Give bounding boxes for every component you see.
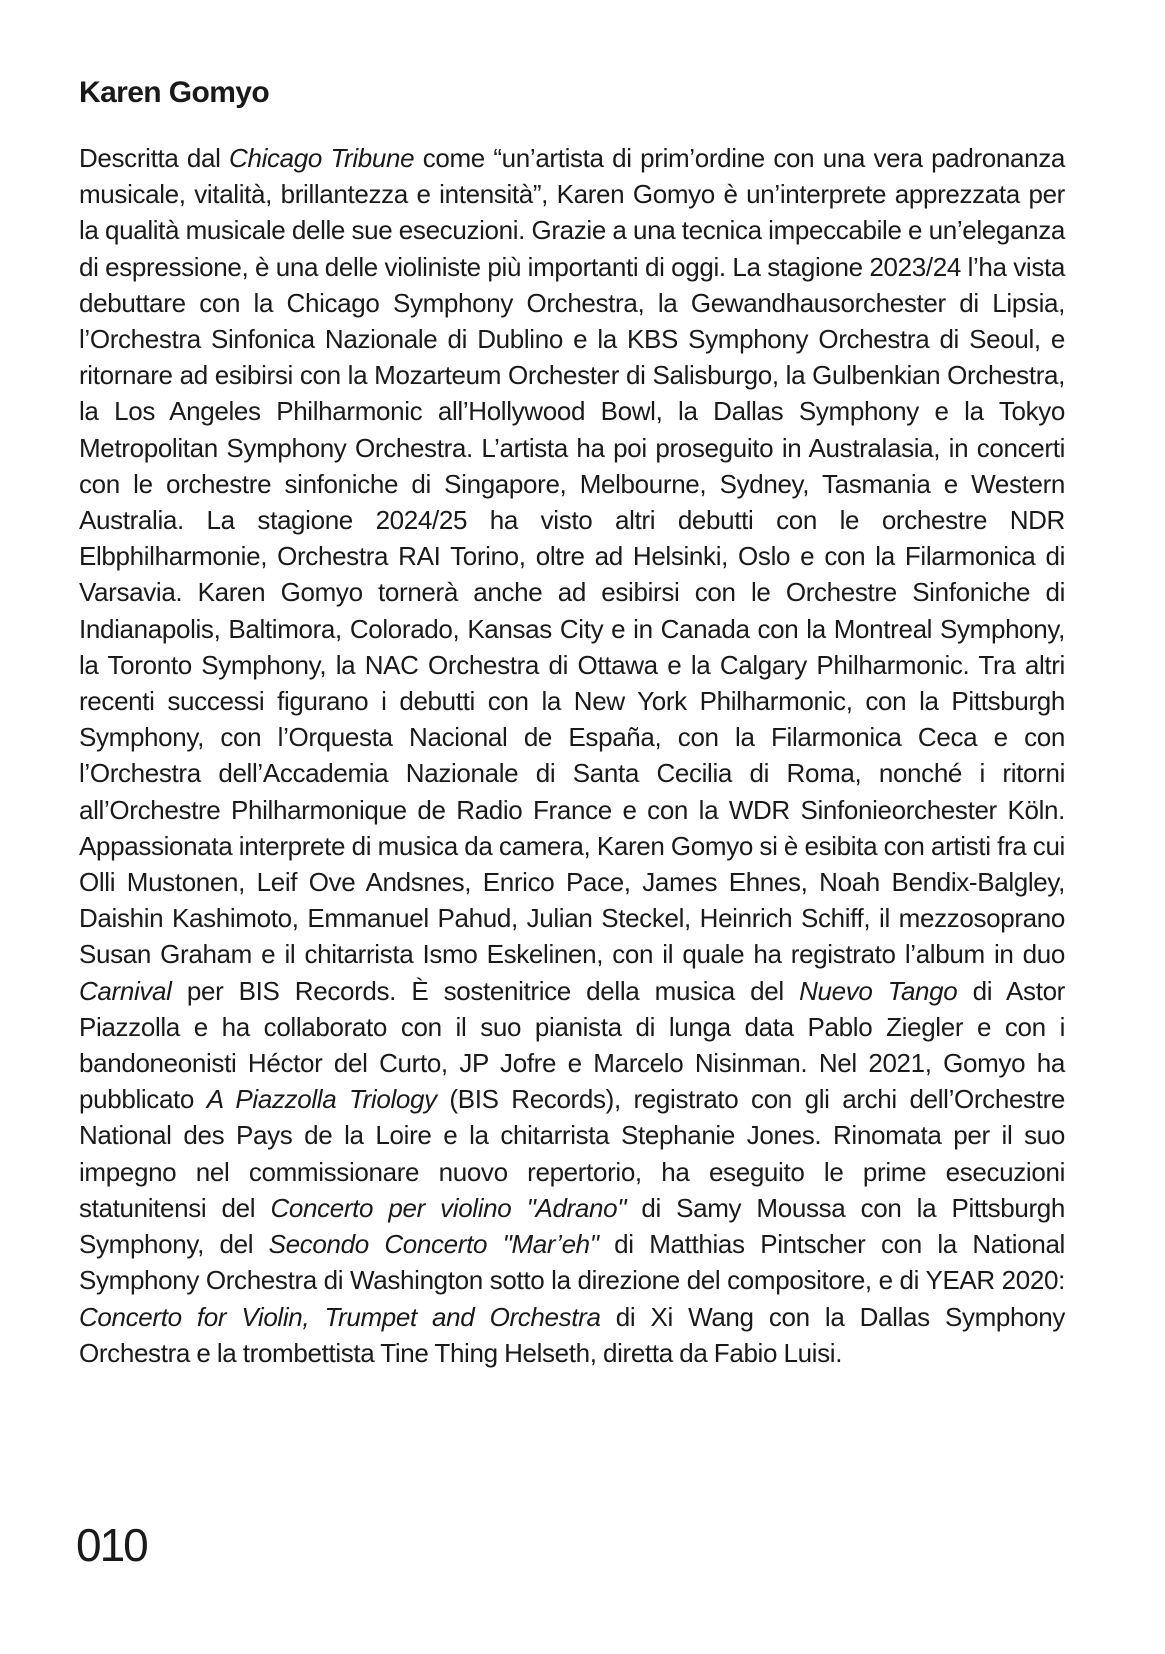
paragraph-text-run: (BIS Records), registrato con gli archi dell’Orchestre National des Pays de la Loire e la chitarrista Stephanie Jones. Rinomata per il suo impegno nel commissionare nuovo repertorio, ha eseguito le prime esecuzioni statunitensi del: [79, 1084, 1065, 1223]
paragraph-text-run: come “un’artista di prim’ordine con una vera padronanza musicale, vitalità, brillantezza e intensità”, Karen Gomyo è un’interprete apprezzata per la qualità musicale delle sue esecuzioni. Grazie a una tecnica impeccabile e un’eleganza di espressione, è una delle violiniste più importanti di oggi. La stagione 2023/24 l’ha vista debuttare con la Chicago Symphony Orchestra, la Gewandhausorchester di Lipsia, l’Orchestra Sinfonica Nazionale di Dublino e la KBS Symphony Orchestra di Seoul, e ritornare ad esibirsi con la Mozarteum Orchester di Salisburgo, la Gulbenkian Orchestra, la Los Angeles Philharmonic all’Hollywood Bowl, la Dallas Symphony e la Tokyo Metropolitan Symphony Orchestra. L’artista ha poi proseguito in Australasia, in concerti con le orchestre sinfoniche di Singapore, Melbourne, Sydney, Tasmania e Western Australia. La stagione 2024/25 ha visto altri debutti con le orchestre NDR Elbphilharmonie, Orchestra RAI Torino, oltre ad Helsinki, Oslo e con la Filarmonica di Varsavia. Karen Gomyo tornerà anche ad esibirsi con le Orchestre Sinfoniche di Indianapolis, Baltimora, Colorado, Kansas City e in Canada con la Montreal Symphony, la Toronto Symphony, la NAC Orchestra di Ottawa e la Calgary Philharmonic. Tra altri recenti successi figurano i debutti con la New York Philharmonic, con la Pittsburgh Symphony, con l’Orquesta Nacional de España, con la Filarmonica Ceca e con l’Orchestra dell’Accademia Nazionale di Santa Cecilia di Roma, nonché i ritorni all’Orchestre Philharmonique de Radio France e con la WDR Sinfonieorchester Köln. Appassionata interprete di musica da camera, Karen Gomyo si è esibita con artisti fra cui Olli Mustonen, Leif Ove Andsnes, Enrico Pace, James Ehnes, Noah Bendix-Balgley, Daishin Kashimoto, Emmanuel Pahud, Julian Steckel, Heinrich Schiff, il mezzosoprano Susan Graham e il chitarrista Ismo Eskelinen, con il quale ha registrato l’album in duo: [79, 143, 1066, 970]
paragraph-text-run: per BIS Records. È sostenitrice della musica del: [171, 975, 800, 1006]
page-number: 010: [76, 1519, 147, 1571]
italic-title-text: Carnival: [79, 975, 172, 1006]
paragraph-text-run: di Samy Moussa con la Pittsburgh Symphony, del: [79, 1192, 1066, 1260]
paragraph-text-run: Descritta dal: [79, 143, 230, 173]
italic-title-text: Concerto per violino "Adrano": [270, 1192, 627, 1223]
paragraph-text-run: di Matthias Pintscher con la National Symphony Orchestra di Washington sotto la direzione del compositore, e di YEAR 2020:: [79, 1229, 1065, 1296]
paragraph-text-run: di Xi Wang con la Dallas Symphony Orchestra e la trombettista Tine Thing Helseth, diretta da Fabio Luisi.: [79, 1301, 1065, 1368]
italic-title-text: Chicago Tribune: [229, 143, 415, 173]
biography-paragraph: [79, 140, 1065, 1371]
page-title: Karen Gomyo: [79, 76, 270, 109]
paragraph-text-run: di Astor Piazzolla e ha collaborato con il suo pianista di lunga data Pablo Ziegler e con i bandoneonisti Héctor del Curto, JP Jofre e Marcelo Nisinman. Nel 2021, Gomyo ha pubblicato: [79, 975, 1065, 1115]
italic-title-text: A Piazzolla Triology: [206, 1084, 437, 1115]
italic-title-text: Concerto for Violin, Trumpet and Orchestra: [79, 1301, 601, 1332]
italic-title-text: Secondo Concerto "Mar’eh": [268, 1229, 599, 1260]
italic-title-text: Nuevo Tango: [799, 975, 958, 1006]
